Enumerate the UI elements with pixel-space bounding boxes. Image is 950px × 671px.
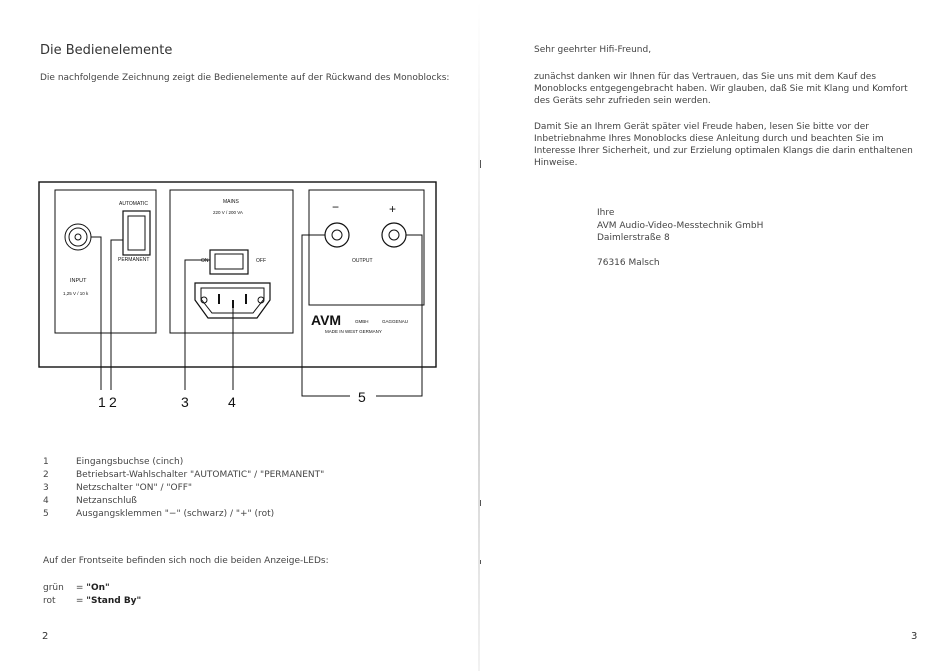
led-eq: = (75, 596, 84, 606)
page-number-right: 3 (911, 631, 918, 642)
legend-text: Eingangsbuchse (cinch) (76, 457, 184, 467)
terminal-minus-icon (325, 223, 349, 247)
legend-number: 2 (43, 470, 49, 480)
callout-3: 3 (181, 394, 189, 410)
off-label: OFF (256, 258, 266, 264)
paragraph-2: Damit Sie an Ihrem Gerät später viel Freude haben, lesen Sie bitte vor der Inbetriebnahme Ihres Monoblocks diese Anleitung durch und beachten Sie im Interesse Ihrer Sicherheit, und zur Erzielung optimalen Klangs die darin enthaltenen Hinweise. (534, 122, 913, 168)
plus-label: + (389, 202, 397, 216)
made-in-label: MADE IN WEST GERMANY (325, 329, 382, 334)
fold-mark (480, 160, 481, 168)
legend-text: Betriebsart-Wahlschalter "AUTOMATIC" / "PERMANENT" (76, 470, 325, 480)
automatic-label: AUTOMATIC (119, 201, 148, 207)
legend-text: Ausgangsklemmen "−" (schwarz) / "+" (rot) (76, 509, 275, 519)
legend-list (43, 457, 443, 527)
mode-switch-icon (123, 211, 150, 255)
front-note: Auf der Frontseite befinden sich noch die beiden Anzeige-LEDs: (43, 556, 329, 566)
power-switch-icon (210, 250, 248, 274)
led-color: rot (43, 596, 56, 606)
output-label: OUTPUT (352, 258, 373, 264)
fold-mark (480, 500, 481, 506)
page-title: Die Bedienelemente (40, 43, 173, 58)
callout-1: 1 (98, 394, 106, 410)
page-number-left: 2 (42, 631, 49, 642)
paragraph-1: zunächst danken wir Ihnen für das Vertrauen, das Sie uns mit dem Kauf des Monoblocks entgegengebracht haben. Wir glauben, daß Sie mit Klang und Komfort des Geräts sehr zufrieden sein werden. (534, 72, 908, 106)
led-state: "On" (86, 583, 110, 593)
input-spec: 1,25 V / 10 k (63, 291, 89, 296)
terminal-plus-icon (382, 223, 406, 247)
brand-logo: AVM (311, 312, 342, 328)
legend-number: 1 (43, 457, 49, 467)
fold-mark (480, 560, 481, 564)
signature-block (597, 207, 763, 269)
legend-number: 3 (43, 483, 49, 493)
brand-gmbh: GMBH (355, 319, 369, 324)
legend-text: Netzanschluß (76, 496, 137, 506)
intro-text: Die nachfolgende Zeichnung zeigt die Bedienelemente auf der Rückwand des Monoblocks: (40, 73, 450, 83)
legend-number: 5 (43, 509, 49, 519)
led-red-row (43, 596, 141, 606)
signature-line: Ihre (597, 208, 615, 218)
mains-spec: 220 V / 200 VA (213, 210, 243, 215)
mains-label: MAINS (223, 199, 239, 205)
led-color: grün (43, 583, 64, 593)
signature-line: Daimlerstraße 8 (597, 233, 670, 243)
brand-city: GAGGENAU (382, 319, 409, 324)
rear-panel-diagram (0, 0, 480, 420)
permanent-label: PERMANENT (118, 257, 150, 263)
callout-2: 2 (109, 394, 117, 410)
cinch-input-icon (65, 224, 91, 250)
legend-text: Netzschalter "ON" / "OFF" (76, 483, 193, 493)
on-label: ON (201, 258, 209, 264)
led-green-row (43, 583, 110, 593)
input-label: INPUT (70, 278, 87, 284)
minus-label: − (332, 200, 340, 214)
callout-5: 5 (358, 389, 366, 405)
led-state: "Stand By" (86, 596, 142, 606)
led-eq: = (75, 583, 84, 593)
callout-4: 4 (228, 394, 236, 410)
output-module (309, 190, 424, 305)
signature-line: 76316 Malsch (597, 257, 660, 268)
greeting: Sehr geehrter Hifi-Freund, (534, 45, 652, 55)
legend-number: 4 (43, 496, 49, 506)
signature-line (597, 245, 763, 257)
signature-line: AVM Audio-Video-Messtechnik GmbH (597, 220, 764, 231)
